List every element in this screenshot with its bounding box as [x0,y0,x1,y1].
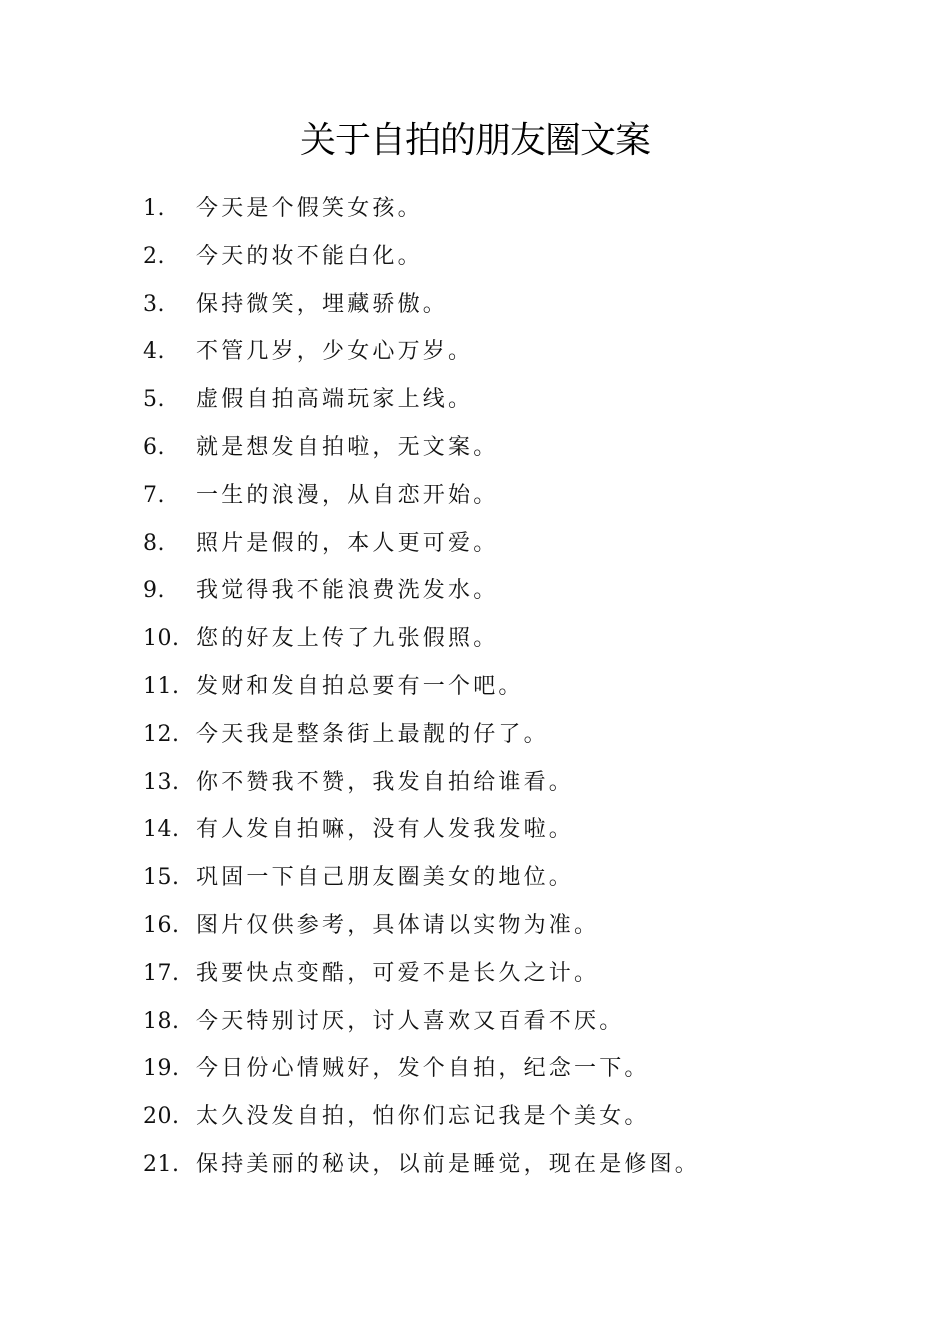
item-number: 17. [143,960,180,986]
item-text: 发财和发自拍总要有一个吧。 [196,673,524,699]
item-number: 13. [143,769,180,795]
document-title: 关于自拍的朋友圈文案 [299,120,650,161]
list-item [0,998,950,1046]
item-text: 我觉得我不能浪费洗发水。 [196,578,499,604]
item-number: 2. [143,243,165,269]
item-text: 太久没发自拍，怕你们忘记我是个美女。 [196,1104,650,1130]
item-text: 有人发自拍嘛，没有人发我发啦。 [196,817,575,843]
item-text: 今天我是整条街上最靓的仔了。 [196,721,549,747]
item-text: 照片是假的，本人更可爱。 [196,530,499,556]
item-number: 20. [143,1104,180,1130]
item-text: 就是想发自拍啦，无文案。 [196,434,499,460]
item-text: 你不赞我不赞，我发自拍给谁看。 [196,769,575,795]
list-item [0,328,950,376]
caption-list [0,185,950,1189]
list-item [0,520,950,568]
item-number: 8. [143,530,165,556]
item-text: 今天特别讨厌，讨人喜欢又百看不厌。 [196,1008,625,1034]
list-item [0,806,950,854]
list-item [0,376,950,424]
item-number: 9. [143,578,165,604]
item-number: 5. [143,387,165,413]
item-text: 今日份心情贼好，发个自拍，纪念一下。 [196,1056,650,1082]
list-item [0,854,950,902]
item-text: 保持美丽的秘诀，以前是睡觉，现在是修图。 [196,1151,701,1177]
item-number: 18. [143,1008,180,1034]
item-number: 10. [143,626,180,652]
list-item [0,1093,950,1141]
item-number: 4. [143,339,165,365]
item-number: 12. [143,721,180,747]
item-number: 14. [143,817,180,843]
list-item [0,711,950,759]
item-text: 虚假自拍高端玩家上线。 [196,387,474,413]
item-text: 不管几岁，少女心万岁。 [196,339,474,365]
item-number: 6. [143,434,165,460]
item-text: 您的好友上传了九张假照。 [196,626,499,652]
item-number: 19. [143,1056,180,1082]
list-item [0,567,950,615]
list-item [0,472,950,520]
list-item [0,281,950,329]
item-number: 11. [143,673,180,699]
item-number: 15. [143,865,180,891]
item-number: 21. [143,1151,180,1177]
item-text: 今天是个假笑女孩。 [196,196,423,221]
item-number: 1. [143,196,165,221]
list-item [0,1141,950,1189]
list-item [0,902,950,950]
list-item [0,233,950,281]
item-number: 7. [143,482,165,508]
list-item [0,424,950,472]
item-text: 我要快点变酷，可爱不是长久之计。 [196,960,600,986]
item-text: 今天的妆不能白化。 [196,243,423,269]
item-text: 图片仅供参考，具体请以实物为准。 [196,912,600,938]
item-number: 3. [143,291,165,317]
item-number: 16. [143,912,180,938]
item-text: 巩固一下自己朋友圈美女的地位。 [196,865,575,891]
list-item [0,663,950,711]
list-item [0,615,950,663]
item-text: 一生的浪漫，从自恋开始。 [196,482,499,508]
list-item [0,1045,950,1093]
list-item [0,950,950,998]
list-item [0,185,950,233]
item-text: 保持微笑，埋藏骄傲。 [196,291,449,317]
list-item [0,759,950,807]
